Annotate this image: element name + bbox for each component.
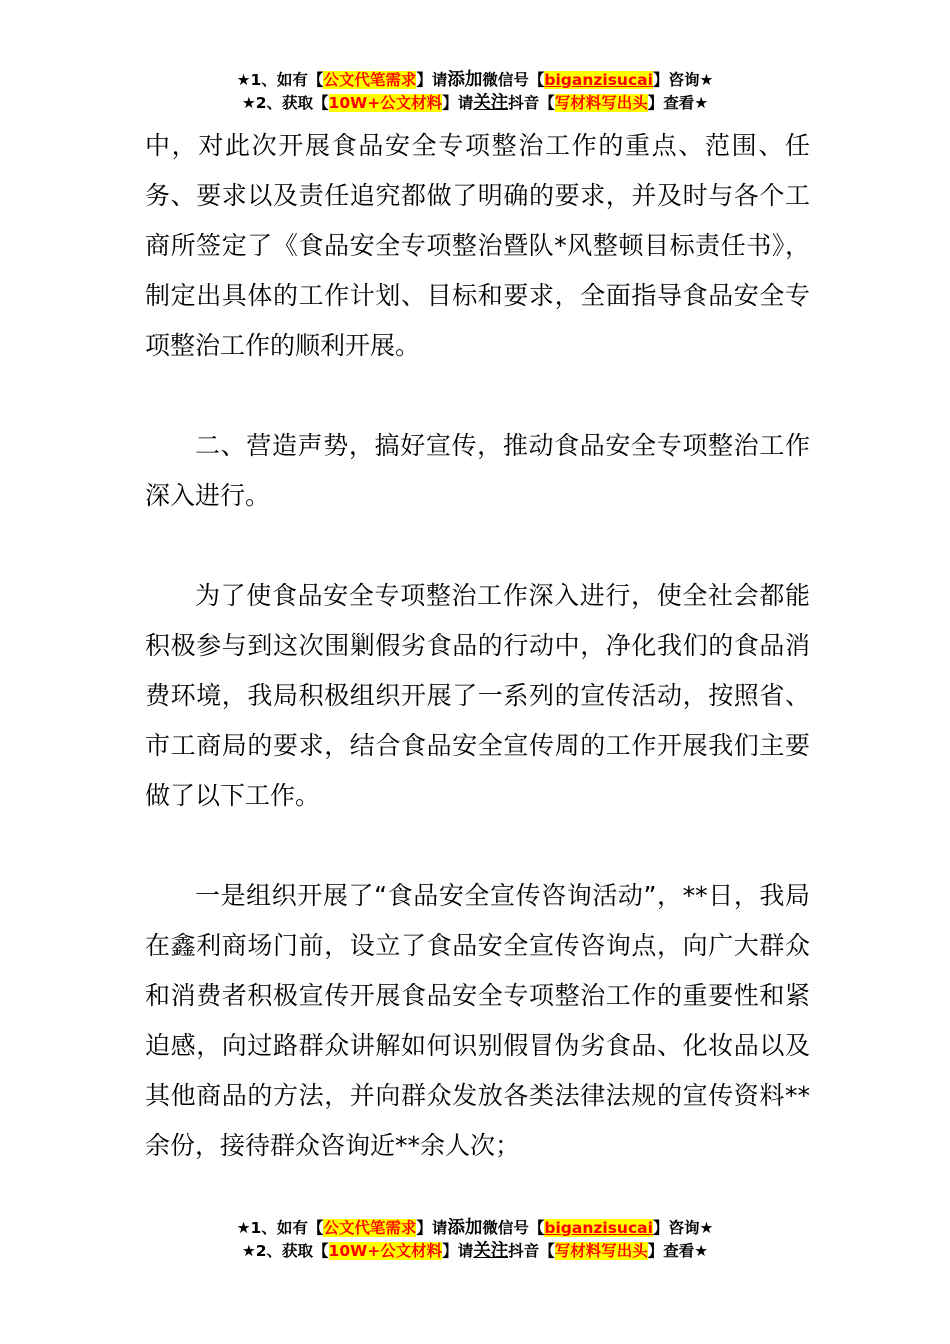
banner-line-2 [0, 1240, 950, 1263]
banner-text: 微信号【 [482, 71, 545, 89]
wechat-id-link[interactable]: biganzisucai [544, 1219, 653, 1237]
banner-emphasis: 添加 [447, 70, 483, 90]
banner-text: ★2、获取【 [241, 1242, 329, 1260]
banner-text: 】查看★ [647, 94, 709, 112]
banner-text: 】咨询★ [652, 1219, 714, 1237]
highlight-materials: 10W+公文材料 [328, 94, 443, 112]
highlight-service: 公文代笔需求 [323, 1219, 417, 1237]
douyin-account: 写材料写出头 [554, 94, 648, 112]
banner-text: 】查看★ [647, 1242, 709, 1260]
banner-text: 】请 [416, 71, 448, 89]
highlight-service: 公文代笔需求 [323, 71, 417, 89]
banner-text: ★1、如有【 [236, 71, 324, 89]
banner-line-2 [0, 92, 950, 115]
highlight-materials: 10W+公文材料 [328, 1242, 443, 1260]
banner-emphasis: 添加 [447, 1218, 483, 1238]
banner-emphasis: 关注 [473, 1241, 509, 1261]
banner-text: 微信号【 [482, 1219, 545, 1237]
header-banner [0, 69, 950, 115]
banner-text: 】咨询★ [652, 71, 714, 89]
wechat-id-link[interactable]: biganzisucai [544, 71, 653, 89]
banner-text: 】请 [442, 1242, 474, 1260]
footer-banner [0, 1217, 950, 1263]
paragraph-gap [145, 821, 810, 871]
paragraph-gap [145, 371, 810, 421]
banner-text: 抖音【 [508, 94, 555, 112]
banner-text: ★2、获取【 [241, 94, 329, 112]
paragraph-continued: 中，对此次开展食品安全专项整治工作的重点、范围、任务、要求以及责任追究都做了明确的要求，并及时与各个工商所签定了《食品安全专项整治暨队*风整顿目标责任书》，制定出具体的工作计划、目标和要求，全面指导食品安全专项整治工作的顺利开展。 [145, 131, 810, 360]
banner-text: 抖音【 [508, 1242, 555, 1260]
section-heading: 二、营造声势，搞好宣传，推动食品安全专项整治工作深入进行。 [145, 431, 810, 510]
banner-text: 】请 [416, 1219, 448, 1237]
banner-emphasis: 关注 [473, 93, 509, 113]
banner-line-1 [0, 69, 950, 92]
banner-text: ★1、如有【 [236, 1219, 324, 1237]
paragraph: 一是组织开展了“食品安全宣传咨询活动”，**日，我局在鑫利商场门前，设立了食品安全宣传咨询点，向广大群众和消费者积极宣传开展食品安全专项整治工作的重要性和紧迫感，向过路群众讲解如何识别假冒伪劣食品、化妆品以及其他商品的方法，并向群众发放各类法律法规的宣传资料**余份，接待群众咨询近**余人次； [145, 881, 810, 1160]
douyin-account: 写材料写出头 [554, 1242, 648, 1260]
paragraph: 为了使食品安全专项整治工作深入进行，使全社会都能积极参与到这次围剿假劣食品的行动中，净化我们的食品消费环境，我局积极组织开展了一系列的宣传活动，按照省、市工商局的要求，结合食品安全宣传周的工作开展我们主要做了以下工作。 [145, 581, 810, 810]
document-body [145, 121, 810, 1171]
banner-line-1 [0, 1217, 950, 1240]
paragraph-gap [145, 521, 810, 571]
banner-text: 】请 [442, 94, 474, 112]
